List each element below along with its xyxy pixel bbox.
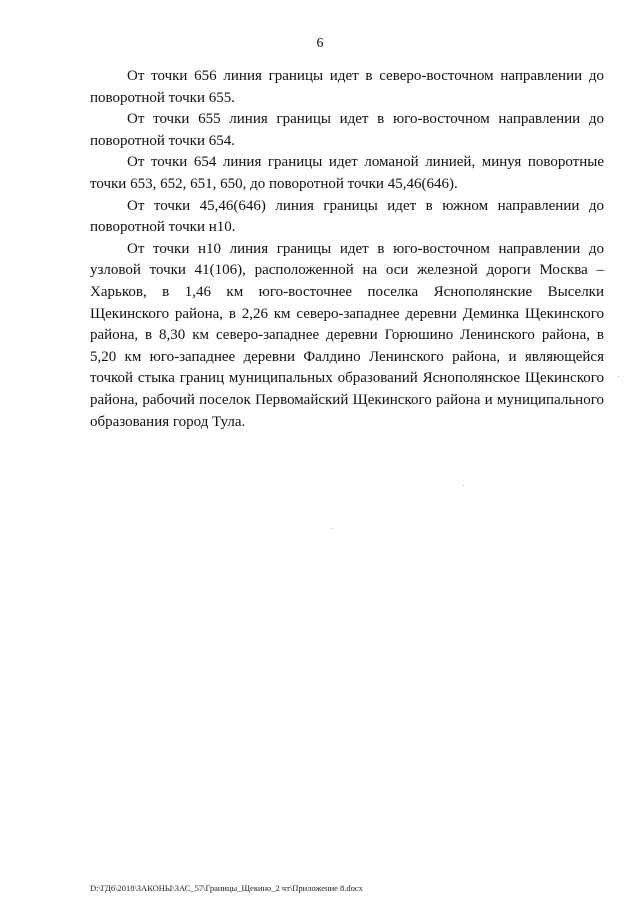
file-path-footer: D:\ГД6\2018\ЗАКОНЫ\ЗАС_57\Границы_Щекино_2 чт\Приложение 8.docx [90, 883, 363, 893]
scan-speck [618, 376, 619, 377]
paragraph-3: От точки 654 линия границы идет ломаной линией, минуя поворотные точки 653, 652, 651, 650, до поворотной точки 45,46(646). [90, 154, 604, 192]
scan-speck [332, 528, 333, 529]
paragraph-4: От точки 45,46(646) линия границы идет в южном направлении до поворотной точки н10. [90, 197, 604, 236]
page-number: 6 [316, 36, 324, 51]
scan-speck [463, 485, 464, 486]
document-body [90, 66, 604, 433]
paragraph-1: От точки 656 линия границы идет в северо-восточном направлении до поворотной точки 655. [90, 68, 604, 106]
paragraph-2: От точки 655 линия границы идет в юго-восточном направлении до поворотной точки 654. [90, 111, 604, 149]
paragraph-5: От точки н10 линия границы идет в юго-восточном направлении до узловой точки 41(106), расположенной на оси железной дороги Москва – Харьков, в 1,46 км юго-восточнее поселка Яснополянские Выселки Щекинского района, в 2,26 км северо-западнее деревни Деминка Щекинского района, в 8,30 км северо-западнее деревни Горюшино Ленинского района, в 5,20 км юго-западнее деревни Фалдино Ленинского района, и являющейся точкой стыка границ муниципальных образований Яснополянское Щекинского района, рабочий поселок Первомайский Щекинского района и муниципального образования город Тула. [90, 240, 604, 430]
